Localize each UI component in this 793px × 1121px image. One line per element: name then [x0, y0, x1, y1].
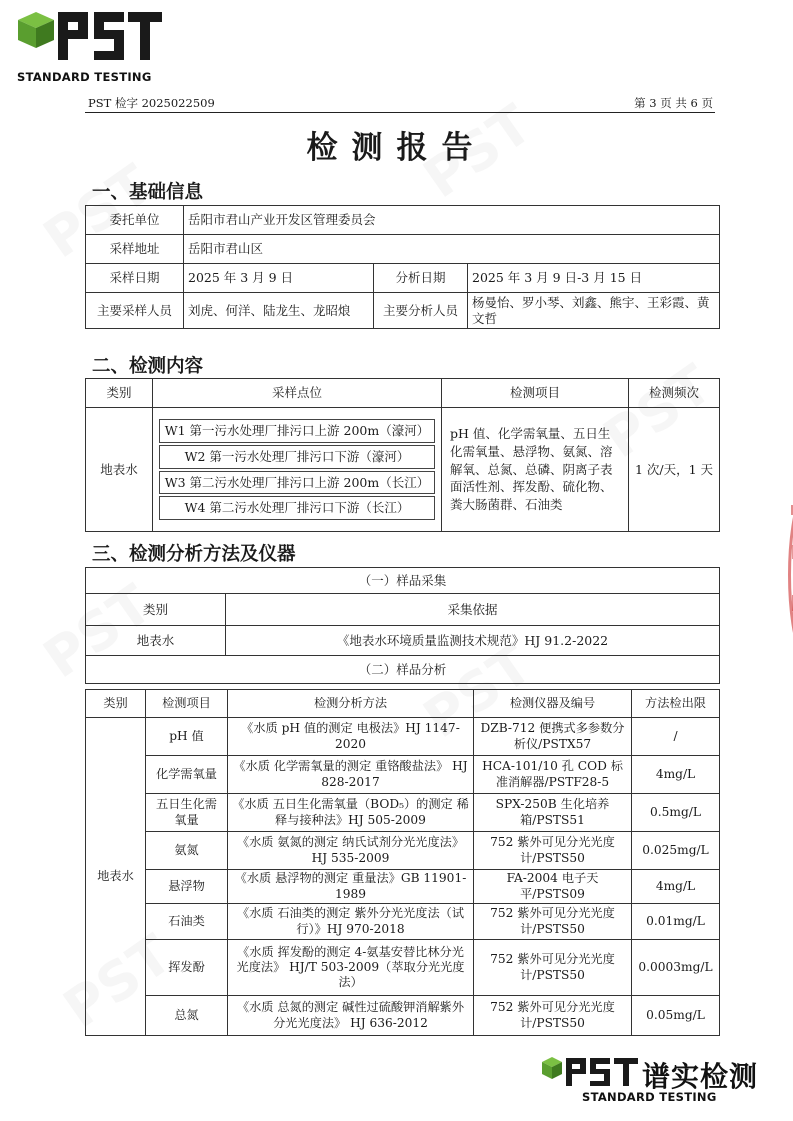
table-row	[86, 996, 720, 1036]
samplers-label: 主要采样人员	[86, 293, 184, 329]
sample-date-label: 采样日期	[86, 264, 184, 293]
page-title: 检测报告	[306, 130, 487, 166]
analysis-limit: 4mg/L	[632, 870, 720, 904]
analysis-instrument: FA-2004 电子天平/PSTS09	[474, 870, 632, 904]
analysis-date-value: 2025 年 3 月 9 日-3 月 15 日	[468, 264, 720, 293]
brand-logo-footer	[540, 1055, 780, 1105]
analysis-instrument: SPX-250B 生化培养箱/PSTS51	[474, 794, 632, 832]
analysis-method: 《水质 化学需氧量的测定 重铬酸盐法》 HJ 828-2017	[228, 756, 474, 794]
content-frequency: 1 次/天，1 天	[629, 408, 720, 532]
analysis-header-instrument: 检测仪器及编号	[474, 690, 632, 718]
analysis-method: 《水质 五日生化需氧量（BOD₅）的测定 稀释与接种法》HJ 505-2009	[228, 794, 474, 832]
brand-cn-name: 谱实检测	[642, 1060, 759, 1093]
sampling-header-basis: 采集依据	[226, 594, 720, 626]
analysis-item: 挥发酚	[146, 940, 228, 996]
analysis-item: pH 值	[146, 718, 228, 756]
pst-logo-mark	[14, 8, 164, 64]
sampling-header-category: 类别	[86, 594, 226, 626]
section-heading-methods: 三、检测分析方法及仪器	[92, 544, 296, 565]
analysis-limit: 0.025mg/L	[632, 832, 720, 870]
sampling-table	[85, 567, 720, 684]
page-indicator: 第 3 页 共 6 页	[634, 96, 713, 110]
analysis-limit: /	[632, 718, 720, 756]
analysis-item: 五日生化需氧量	[146, 794, 228, 832]
analysis-method: 《水质 悬浮物的测定 重量法》GB 11901-1989	[228, 870, 474, 904]
analysis-subheading: （二）样品分析	[86, 656, 720, 684]
report-number: PST 检字 2025022509	[88, 96, 215, 110]
analysis-header-item: 检测项目	[146, 690, 228, 718]
client-value: 岳阳市君山产业开发区管理委员会	[184, 206, 720, 235]
analysis-method: 《水质 氨氮的测定 纳氏试剂分光光度法》 HJ 535-2009	[228, 832, 474, 870]
site-label: 采样地址	[86, 235, 184, 264]
table-row	[86, 794, 720, 832]
samplers-value: 刘虎、何洋、陆龙生、龙昭烺	[184, 293, 374, 329]
analysis-limit: 0.0003mg/L	[632, 940, 720, 996]
sampling-point: W3 第二污水处理厂排污口上游 200m（长江）	[159, 471, 435, 495]
content-header-frequency: 检测频次	[629, 379, 720, 408]
sampling-point: W1 第一污水处理厂排污口上游 200m（濠河）	[159, 419, 435, 443]
analysis-limit: 4mg/L	[632, 756, 720, 794]
table-row	[86, 904, 720, 940]
analysis-category: 地表水	[86, 718, 146, 1036]
analysis-instrument: DZB-712 便携式多参数分析仪/PSTX57	[474, 718, 632, 756]
table-row	[86, 940, 720, 996]
brand-subtitle: STANDARD TESTING	[17, 70, 152, 84]
analysis-item: 石油类	[146, 904, 228, 940]
brand-logo	[14, 8, 164, 83]
table-row	[86, 832, 720, 870]
analysis-date-label: 分析日期	[374, 264, 468, 293]
table-row	[86, 756, 720, 794]
client-label: 委托单位	[86, 206, 184, 235]
analysts-label: 主要分析人员	[374, 293, 468, 329]
content-header-point: 采样点位	[153, 379, 442, 408]
header-divider	[85, 112, 715, 113]
sampling-category: 地表水	[86, 626, 226, 656]
analysts-value: 杨曼怡、罗小琴、刘鑫、熊宇、王彩霞、黄文哲	[468, 293, 720, 329]
section-heading-basic-info: 一、基础信息	[92, 182, 204, 203]
basic-info-table	[85, 205, 720, 329]
analysis-instrument: HCA-101/10 孔 COD 标准消解器/PSTF28-5	[474, 756, 632, 794]
table-row	[86, 718, 720, 756]
content-items: pH 值、化学需氧量、五日生化需氧量、悬浮物、氨氮、溶解氧、总氮、总磷、阴离子表面活性剂、挥发酚、硫化物、粪大肠菌群、石油类	[442, 408, 629, 532]
analysis-item: 氨氮	[146, 832, 228, 870]
analysis-instrument: 752 紫外可见分光光度计/PSTS50	[474, 996, 632, 1036]
analysis-item: 总氮	[146, 996, 228, 1036]
analysis-header-category: 类别	[86, 690, 146, 718]
sampling-basis: 《地表水环境质量监测技术规范》HJ 91.2-2022	[226, 626, 720, 656]
analysis-item: 化学需氧量	[146, 756, 228, 794]
sampling-point: W4 第二污水处理厂排污口下游（长江）	[159, 496, 435, 520]
content-header-category: 类别	[86, 379, 153, 408]
sampling-point: W2 第一污水处理厂排污口下游（濠河）	[159, 445, 435, 469]
analysis-method: 《水质 挥发酚的测定 4-氨基安替比林分光光度法》 HJ/T 503-2009（萃取分光光度法）	[228, 940, 474, 996]
analysis-instrument: 752 紫外可见分光光度计/PSTS50	[474, 940, 632, 996]
analysis-limit: 0.05mg/L	[632, 996, 720, 1036]
analysis-limit: 0.5mg/L	[632, 794, 720, 832]
section-heading-content: 二、检测内容	[92, 356, 204, 377]
pst-logo-mark	[540, 1055, 640, 1089]
analysis-header-limit: 方法检出限	[632, 690, 720, 718]
seal-stamp	[777, 485, 793, 665]
analysis-header-method: 检测分析方法	[228, 690, 474, 718]
table-row	[86, 870, 720, 904]
analysis-limit: 0.01mg/L	[632, 904, 720, 940]
brand-subtitle: STANDARD TESTING	[582, 1090, 717, 1104]
analysis-instrument: 752 紫外可见分光光度计/PSTS50	[474, 832, 632, 870]
analysis-item: 悬浮物	[146, 870, 228, 904]
sample-date-value: 2025 年 3 月 9 日	[184, 264, 374, 293]
content-category: 地表水	[86, 408, 153, 532]
content-header-items: 检测项目	[442, 379, 629, 408]
content-table	[85, 378, 720, 532]
sampling-subheading: （一）样品采集	[86, 568, 720, 594]
analysis-method: 《水质 pH 值的测定 电极法》HJ 1147-2020	[228, 718, 474, 756]
site-value: 岳阳市君山区	[184, 235, 720, 264]
analysis-method: 《水质 石油类的测定 紫外分光光度法（试行）》HJ 970-2018	[228, 904, 474, 940]
analysis-table	[85, 689, 720, 1036]
analysis-instrument: 752 紫外可见分光光度计/PSTS50	[474, 904, 632, 940]
analysis-method: 《水质 总氮的测定 碱性过硫酸钾消解紫外分光光度法》 HJ 636-2012	[228, 996, 474, 1036]
